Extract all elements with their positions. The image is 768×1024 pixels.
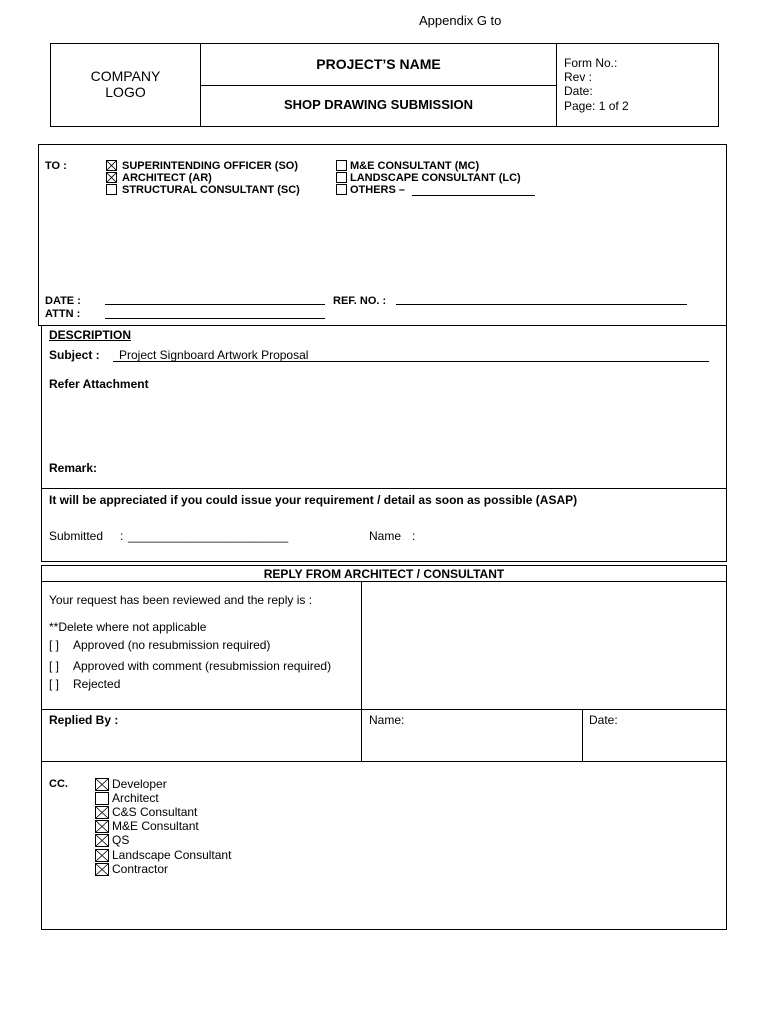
replied-name-label: Name: xyxy=(369,713,405,727)
checkbox-sc[interactable] xyxy=(106,184,117,195)
attn-field[interactable] xyxy=(105,318,325,319)
logo-line-1: COMPANY xyxy=(90,68,161,84)
checkbox-others[interactable] xyxy=(336,184,347,195)
remark-label: Remark: xyxy=(49,461,98,475)
others-blank-line[interactable] xyxy=(412,195,535,196)
cc-checkbox-contractor[interactable] xyxy=(95,863,109,876)
replied-by-divider-top xyxy=(41,709,727,710)
cc-item-architect: Architect xyxy=(112,791,159,805)
cc-item-contractor: Contractor xyxy=(112,862,169,876)
to-label: TO : xyxy=(45,160,67,172)
reply-heading: REPLY FROM ARCHITECT / CONSULTANT xyxy=(263,567,505,581)
cc-item-landscape-consultant: Landscape Consultant xyxy=(112,848,232,862)
reply-column-divider xyxy=(361,581,362,762)
option-approved-with-comment: Approved with comment (resubmission required) xyxy=(73,659,332,673)
recipient-so-label: SUPERINTENDING OFFICER (SO) xyxy=(122,160,299,172)
attn-label: ATTN : xyxy=(45,308,81,320)
cc-item-qs: QS xyxy=(112,833,130,847)
form-title: SHOP DRAWING SUBMISSION xyxy=(283,97,473,112)
recipient-sc-label: STRUCTURAL CONSULTANT (SC) xyxy=(122,184,300,196)
asap-request-text: It will be appreciated if you could issue your requirement / detail as soon as possible (ASAP) xyxy=(49,493,578,507)
description-divider xyxy=(41,488,727,489)
name-colon: : xyxy=(412,529,416,543)
date-label: DATE : xyxy=(45,295,81,307)
recipient-ar-label: ARCHITECT (AR) xyxy=(122,172,212,184)
company-logo xyxy=(51,68,200,100)
cc-checkbox-developer[interactable] xyxy=(95,778,109,791)
submitted-colon: : xyxy=(120,529,124,543)
date-label-header: Date: xyxy=(564,84,593,98)
page-number: Page: 1 of 2 xyxy=(564,99,629,113)
cc-label: CC. xyxy=(49,778,68,790)
recipient-lc-label: LANDSCAPE CONSULTANT (LC) xyxy=(350,172,521,184)
approved-bracket[interactable]: [ ] xyxy=(49,638,60,652)
checkbox-so[interactable] xyxy=(106,160,117,171)
checkbox-lc[interactable] xyxy=(336,172,347,183)
replied-by-divider-date xyxy=(582,709,583,762)
cc-item-developer: Developer xyxy=(112,777,167,791)
subject-underline xyxy=(113,361,709,362)
submitted-field[interactable]: ________________________ xyxy=(128,529,289,543)
cc-checkbox-architect[interactable] xyxy=(95,792,109,805)
ref-no-field[interactable] xyxy=(396,304,687,305)
submitted-label: Submitted xyxy=(49,529,104,543)
cc-item-cs-consultant: C&S Consultant xyxy=(112,805,198,819)
cc-item-me-consultant: M&E Consultant xyxy=(112,819,199,833)
subject-value[interactable]: Project Signboard Artwork Proposal xyxy=(119,348,309,362)
ref-no-label: REF. NO. : xyxy=(333,295,387,307)
cc-checkbox-cs-consultant[interactable] xyxy=(95,806,109,819)
appendix-label: Appendix G to xyxy=(419,13,502,28)
option-rejected: Rejected xyxy=(73,677,121,691)
approved-comment-bracket[interactable]: [ ] xyxy=(49,659,60,673)
project-name: PROJECT’S NAME xyxy=(316,56,441,72)
form-no-label: Form No.: xyxy=(564,56,618,70)
cc-checkbox-qs[interactable] xyxy=(95,834,109,847)
option-approved: Approved (no resubmission required) xyxy=(73,638,271,652)
reply-intro: Your request has been reviewed and the reply is : xyxy=(49,593,313,607)
replied-by-divider-bottom xyxy=(41,761,727,762)
rev-label: Rev : xyxy=(564,70,593,84)
subject-label: Subject : xyxy=(49,348,100,362)
reply-heading-divider xyxy=(41,581,727,582)
logo-line-2: LOGO xyxy=(105,84,146,100)
description-heading: DESCRIPTION xyxy=(49,328,132,342)
reply-note: **Delete where not applicable xyxy=(49,620,207,634)
replied-by-label: Replied By : xyxy=(49,713,119,727)
replied-date-label: Date: xyxy=(589,713,618,727)
cc-checkbox-landscape-consultant[interactable] xyxy=(95,849,109,862)
name-label: Name xyxy=(369,529,402,543)
header-divider-mid xyxy=(200,85,556,86)
header-divider-right xyxy=(556,43,557,127)
rejected-bracket[interactable]: [ ] xyxy=(49,677,60,691)
date-field[interactable] xyxy=(105,304,325,305)
recipient-mc-label: M&E CONSULTANT (MC) xyxy=(350,160,480,172)
recipient-others-label: OTHERS – xyxy=(350,184,406,196)
checkbox-ar[interactable] xyxy=(106,172,117,183)
checkbox-mc[interactable] xyxy=(336,160,347,171)
cc-checkbox-me-consultant[interactable] xyxy=(95,820,109,833)
refer-attachment: Refer Attachment xyxy=(49,377,149,391)
